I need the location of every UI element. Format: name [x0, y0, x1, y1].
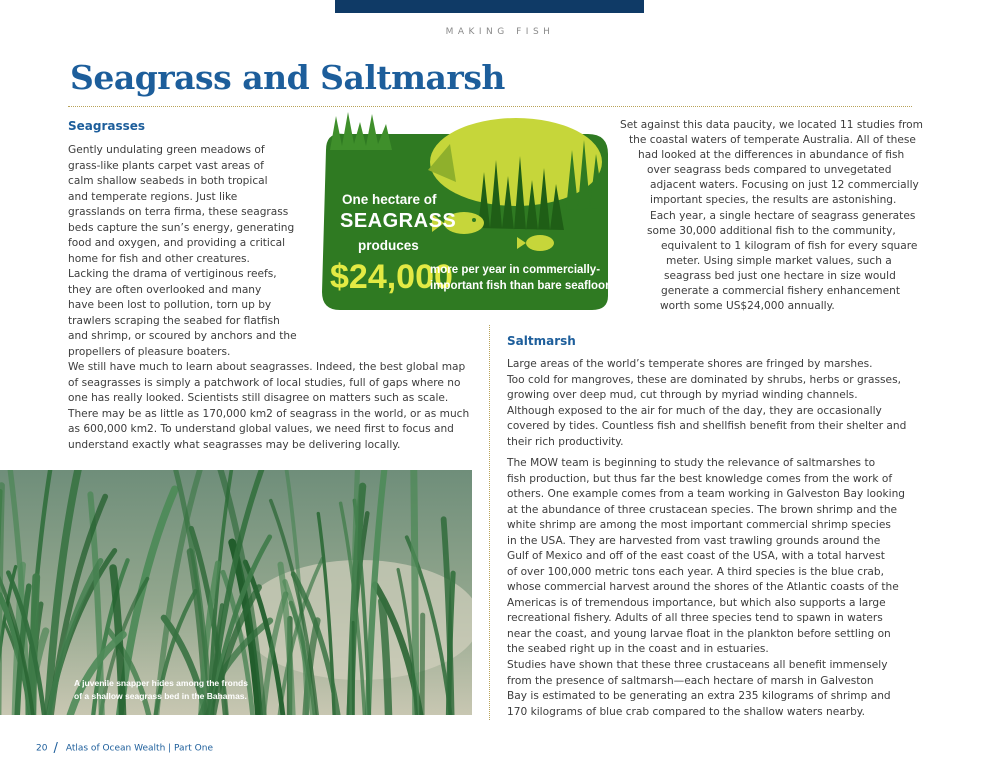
infographic-line-3: produces	[358, 238, 419, 253]
text-line: their rich productivity.	[507, 435, 624, 448]
text-line: understand exactly what seagrasses may be delivering locally.	[68, 438, 401, 451]
text-line: We still have much to learn about seagrasses. Indeed, the best global map	[68, 361, 466, 373]
text-line: recreational fishery. Adults of all three species tend to spawn in waters	[507, 612, 883, 624]
publication-title: Atlas of Ocean Wealth | Part One	[65, 743, 213, 754]
text-line: the seabed right up in the coast and in estuaries.	[507, 643, 769, 655]
caption-line-2: of a shallow seagrass bed in the Bahamas.	[74, 691, 247, 701]
text-line: Studies have shown that these three crustaceans all benefit immensely	[507, 659, 888, 671]
text-line: beds capture the sun’s energy, generating	[68, 221, 295, 234]
text-line: from the presence of saltmarsh—each hectare of marsh in Galveston	[507, 674, 874, 687]
text-line: trawlers scraping the seabed for flatfish	[68, 314, 280, 327]
text-line: whose commercial harvest around the shores of the Atlantic coasts of the	[507, 581, 899, 593]
text-line: seagrass bed just one hectare in size would	[664, 269, 896, 282]
text-line: equivalent to 1 kilogram of fish for every square	[661, 239, 918, 252]
text-line: others. One example comes from a team working in Galveston Bay looking	[507, 488, 906, 500]
text-line: had looked at the differences in abundance of fish	[638, 149, 905, 162]
photo-caption	[74, 677, 248, 703]
text-line: Bay is estimated to be generating an extra 235 kilograms of shrimp and	[507, 690, 891, 702]
text-line: near the coast, and young larvae float in the plankton before settling on	[507, 627, 891, 640]
column-divider	[489, 325, 490, 720]
infographic-amount: $24,000	[330, 258, 453, 296]
text-line: generate a commercial fishery enhancement	[661, 285, 900, 298]
saltmarsh-paragraph-2	[507, 456, 905, 658]
footer-slash: /	[53, 741, 58, 756]
text-line: one has really looked. Scientists still disagree on matters such as scale.	[68, 392, 449, 404]
seagrass-blade	[422, 615, 423, 715]
seagrasses-heading: Seagrasses	[68, 119, 146, 133]
text-line: worth some US$24,000 annually.	[660, 300, 835, 313]
text-line: the coastal waters of temperate Australia. All of these	[629, 134, 916, 147]
text-line: grass-like plants carpet vast areas of	[68, 159, 264, 172]
text-line: The MOW team is beginning to study the relevance of saltmarshes to	[507, 457, 876, 469]
text-line: Americas is of tremendous importance, but which also supports a large	[507, 596, 886, 609]
text-line: Gently undulating green meadows of	[68, 144, 265, 156]
saltmarsh-heading: Saltmarsh	[507, 334, 576, 348]
text-line: home for fish and other creatures.	[68, 252, 250, 265]
infographic-line-1: One hectare of	[342, 192, 437, 207]
saltmarsh-paragraph-3	[507, 658, 891, 720]
text-line: meter. Using simple market values, such a	[666, 254, 892, 267]
page-footer	[36, 741, 213, 756]
text-line: of over 100,000 metric tons each year. A third species is the blue crab,	[507, 565, 885, 578]
caption-line-1: A juvenile snapper hides among the fronds	[74, 678, 248, 688]
text-line: Set against this data paucity, we located 11 studies from	[620, 119, 923, 131]
text-line: There may be as little as 170,000 km2 of seagrass in the world, or as much	[68, 407, 470, 420]
text-line: 170 kilograms of blue crab compared to the shallow waters nearby.	[507, 705, 865, 718]
infographic-tail-1: more per year in commercially-	[430, 264, 601, 276]
tiny-fish-shape	[526, 235, 554, 251]
text-line: covered by tides. Countless fish and shellfish benefit from their shelter and	[507, 420, 907, 432]
text-line: Large areas of the world’s temperate shores are fringed by marshes.	[507, 358, 873, 370]
text-line: Too cold for mangroves, these are dominated by shrubs, herbs or grasses,	[507, 373, 901, 386]
title-divider	[68, 106, 912, 107]
text-line: growing over deep mud, cut through by myriad winding channels.	[507, 389, 858, 401]
text-line: as 600,000 km2. To understand global values, we need first to focus and	[68, 423, 454, 435]
right-intro-paragraph	[600, 118, 923, 314]
text-line: over seagrass beds compared to unvegetated	[647, 164, 892, 177]
text-line: Although exposed to the air for much of the day, they are occasionally	[507, 404, 882, 417]
text-line: fish production, but thus far the best knowledge comes from the work of	[507, 472, 893, 485]
seagrass-blade	[0, 486, 1, 715]
saltmarsh-paragraph-1	[507, 357, 906, 450]
header-tab-bar	[335, 0, 644, 13]
text-line: white shrimp are among the most important commercial shrimp species	[507, 519, 891, 531]
grass-blades-left	[330, 112, 392, 150]
text-line: important species, the results are astonishing.	[650, 194, 897, 207]
text-line: and shrimp, or scoured by anchors and the	[68, 330, 297, 342]
page-number: 20	[36, 743, 48, 754]
text-line: in the USA. They are harvested from vast trawling grounds around the	[507, 534, 881, 547]
text-line: they are often overlooked and many	[68, 283, 262, 296]
infographic-tail-2: important fish than bare seafloor	[430, 280, 610, 292]
text-line: propellers of pleasure boaters.	[68, 345, 231, 358]
text-line: and temperate regions. Just like	[68, 190, 238, 203]
text-line: Gulf of Mexico and off of the east coast of the USA, with a total harvest	[507, 550, 885, 562]
text-line: grasslands on terra firma, these seagrass	[68, 206, 289, 218]
text-line: calm shallow seabeds in both tropical	[68, 175, 268, 187]
section-label: MAKING FISH	[445, 27, 555, 37]
text-line: have been lost to pollution, torn up by	[68, 299, 272, 311]
text-line: adjacent waters. Focusing on just 12 commercially	[650, 179, 919, 192]
text-line: at the abundance of three crustacean species. The brown shrimp and the	[507, 503, 898, 516]
text-line: Lacking the drama of vertiginous reefs,	[68, 268, 277, 280]
seagrass-infographic	[318, 110, 610, 312]
seagrasses-paragraph-1	[68, 143, 297, 360]
text-line: Each year, a single hectare of seagrass generates	[650, 209, 916, 222]
text-line: food and oxygen, and providing a critical	[68, 237, 286, 249]
infographic-line-2: SEAGRASS	[340, 210, 457, 232]
seagrasses-paragraph-2	[68, 360, 469, 453]
page-title: Seagrass and Saltmarsh	[70, 58, 505, 97]
text-line: some 30,000 additional fish to the community,	[647, 224, 896, 237]
text-line: of seagrasses is simply a patchwork of local studies, full of gaps where no	[68, 376, 461, 389]
